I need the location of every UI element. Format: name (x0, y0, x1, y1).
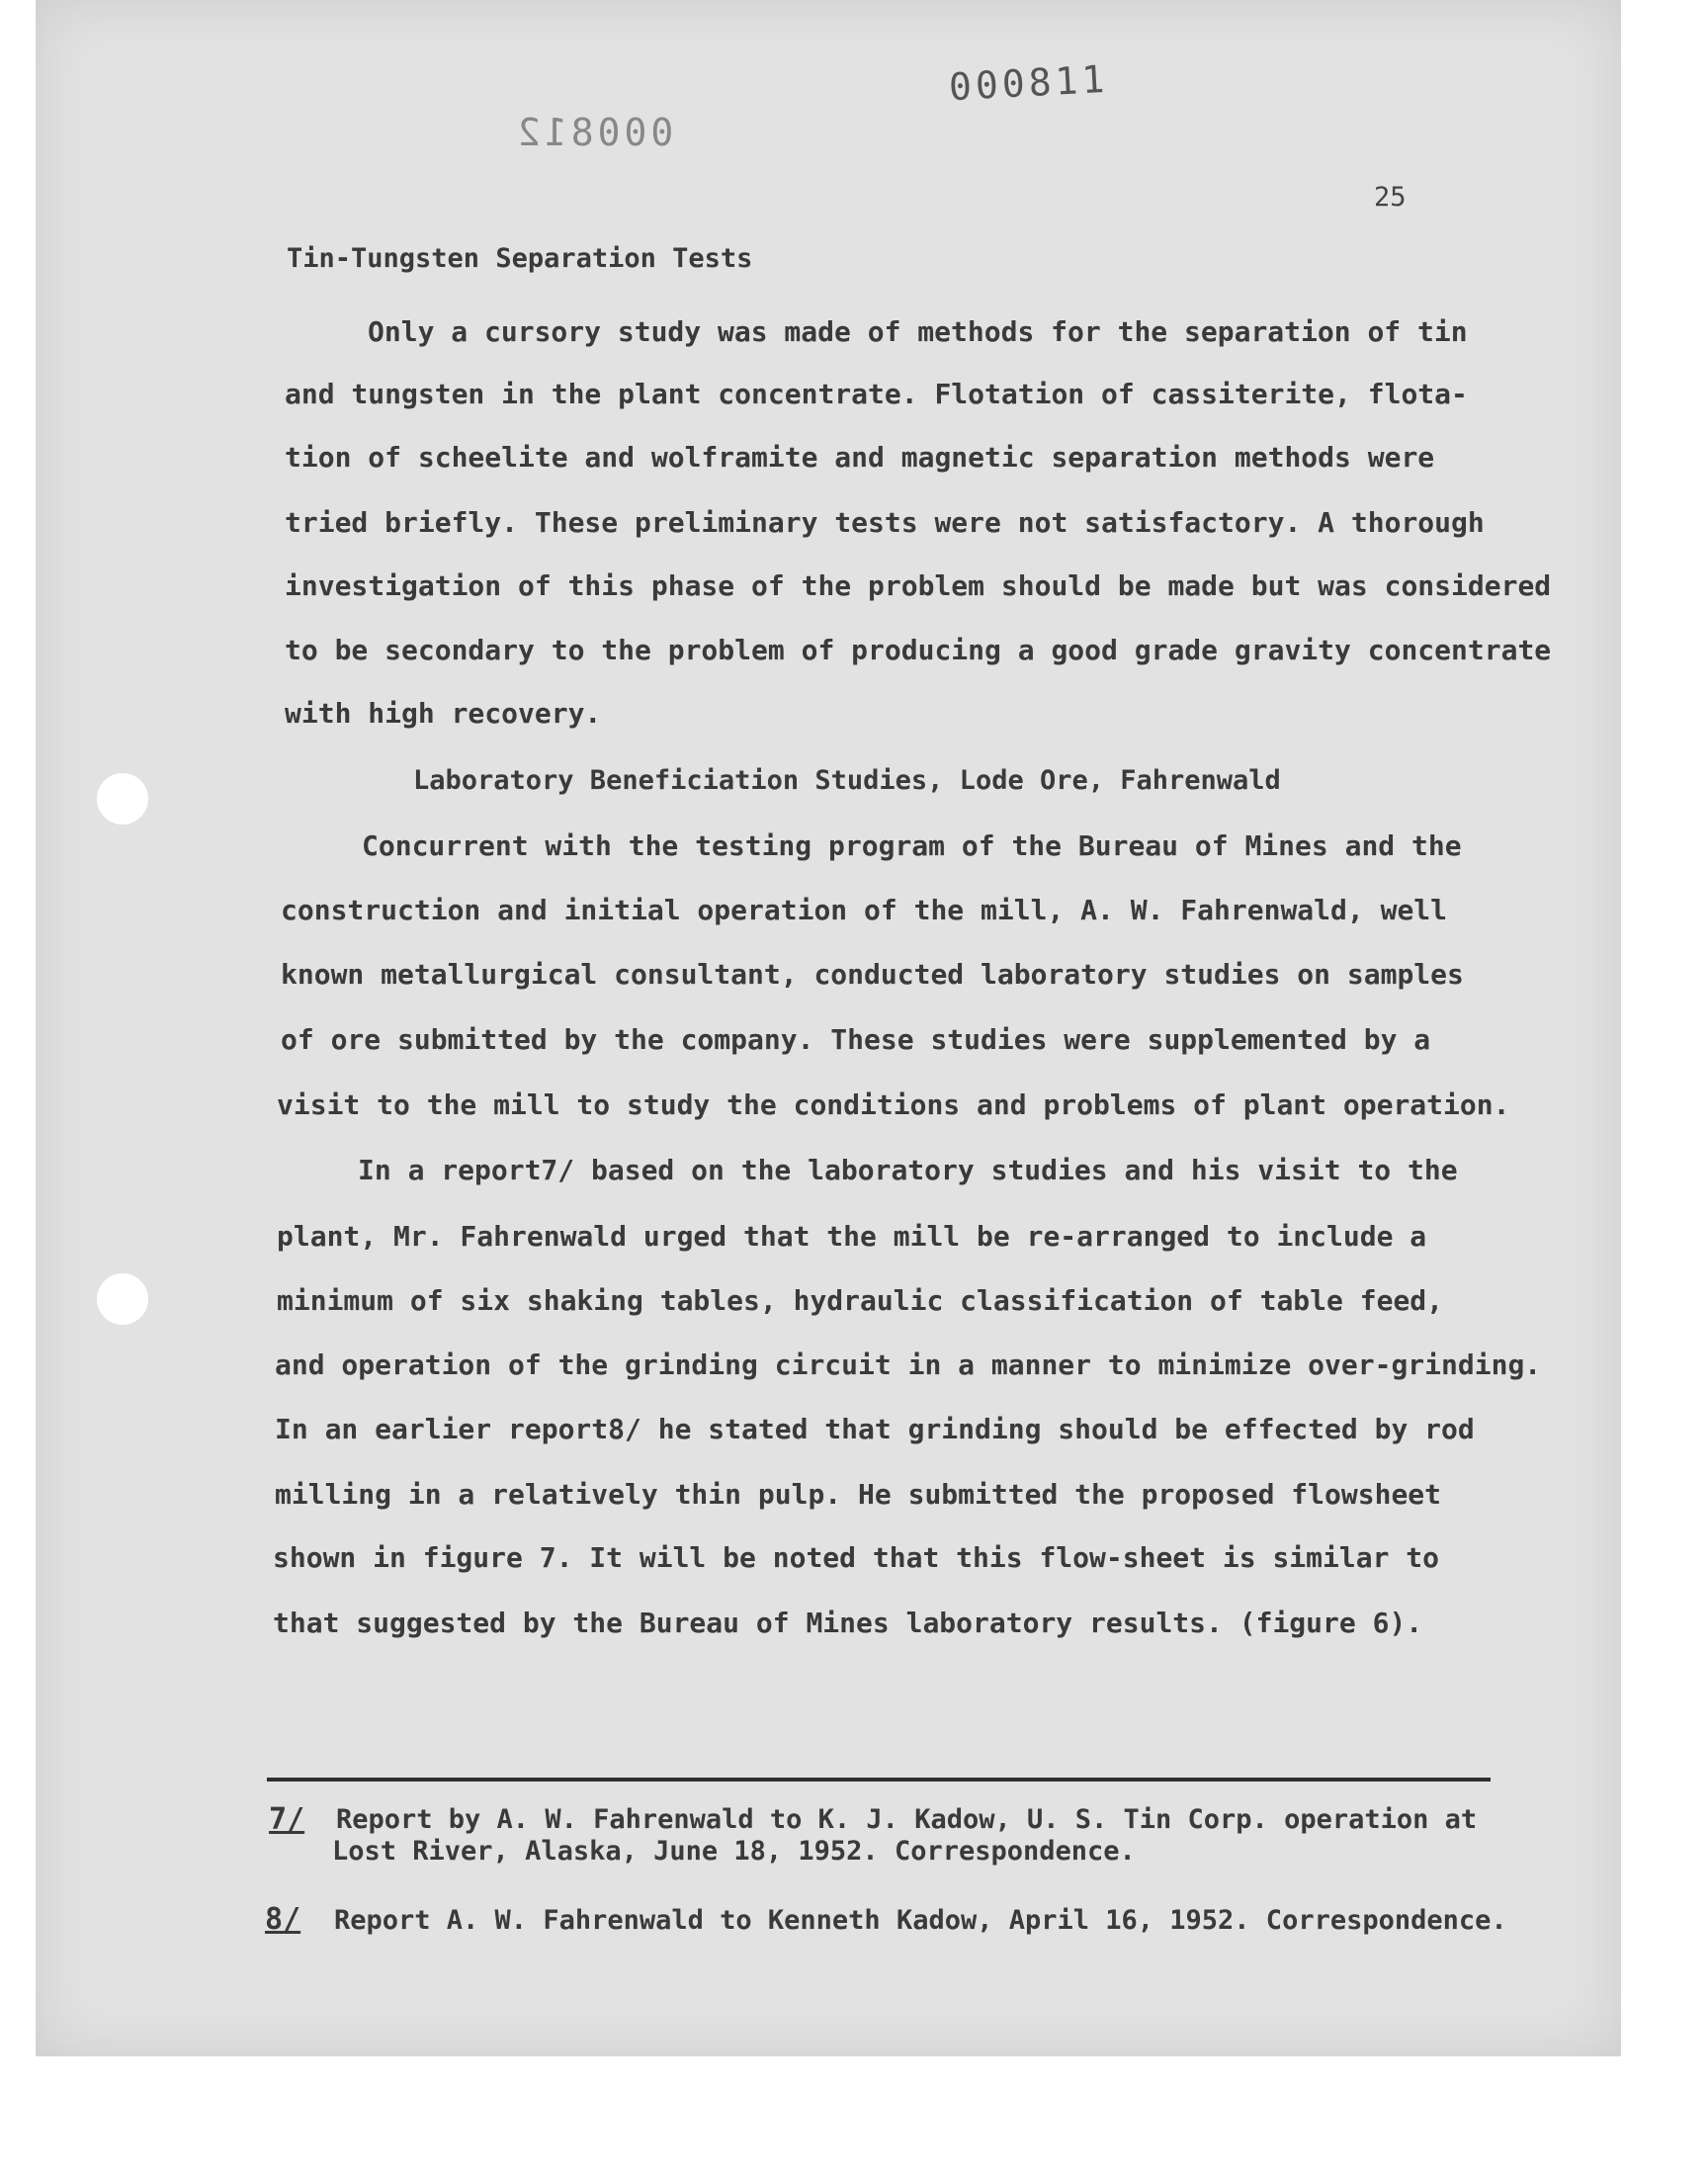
section-heading-tin-tungsten: Tin-Tungsten Separation Tests (287, 243, 753, 274)
footnote-divider (267, 1778, 1491, 1782)
body-line: tion of scheelite and wolframite and magnetic separation methods were (285, 441, 1435, 474)
body-line: Only a cursory study was made of methods for the separation of tin (368, 315, 1468, 348)
footnote-text: Report by A. W. Fahrenwald to K. J. Kadow, U. S. Tin Corp. operation at (336, 1804, 1478, 1835)
footnote-marker: 8/ (265, 1902, 301, 1937)
body-line: plant, Mr. Fahrenwald urged that the mill be re-arranged to include a (277, 1220, 1427, 1253)
document-stamp-number-bleedthrough: 000812 (514, 111, 674, 154)
body-line: that suggested by the Bureau of Mines laboratory results. (figure 6). (273, 1607, 1423, 1639)
body-line: Concurrent with the testing program of the Bureau of Mines and the (362, 829, 1462, 862)
punch-hole-bottom (97, 1273, 148, 1325)
document-stamp-number: 000811 (947, 56, 1110, 110)
body-line: to be secondary to the problem of producing a good grade gravity concentrate (285, 634, 1552, 666)
section-heading-laboratory-studies: Laboratory Beneficiation Studies, Lode Ore, Fahrenwald (413, 765, 1281, 796)
footnote-marker: 7/ (269, 1802, 305, 1837)
footnote-text: Report A. W. Fahrenwald to Kenneth Kadow, April 16, 1952. Correspondence. (334, 1905, 1507, 1936)
footnote-text: Lost River, Alaska, June 18, 1952. Correspondence. (332, 1836, 1136, 1867)
body-line: In a report7/ based on the laboratory studies and his visit to the (358, 1154, 1458, 1186)
body-line: In an earlier report8/ he stated that grinding should be effected by rod (275, 1413, 1475, 1445)
body-line: milling in a relatively thin pulp. He submitted the proposed flowsheet (275, 1478, 1442, 1511)
body-line: visit to the mill to study the conditions and problems of plant operation. (277, 1088, 1510, 1121)
punch-hole-top (97, 773, 148, 825)
body-line: with high recovery. (285, 697, 602, 730)
body-line: of ore submitted by the company. These studies were supplemented by a (281, 1023, 1431, 1056)
body-line: minimum of six shaking tables, hydraulic classification of table feed, (277, 1284, 1444, 1317)
body-line: tried briefly. These preliminary tests were not satisfactory. A thorough (285, 506, 1485, 539)
body-line: and operation of the grinding circuit in a manner to minimize over-grinding. (275, 1348, 1542, 1381)
body-line: known metallurgical consultant, conducted laboratory studies on samples (281, 958, 1464, 991)
body-line: and tungsten in the plant concentrate. Flotation of cassiterite, flota- (285, 378, 1468, 410)
body-line: shown in figure 7. It will be noted that this flow-sheet is similar to (273, 1541, 1440, 1574)
page-number: 25 (1374, 182, 1407, 213)
body-line: investigation of this phase of the problem should be made but was considered (285, 569, 1552, 602)
body-line: construction and initial operation of the mill, A. W. Fahrenwald, well (281, 894, 1448, 926)
